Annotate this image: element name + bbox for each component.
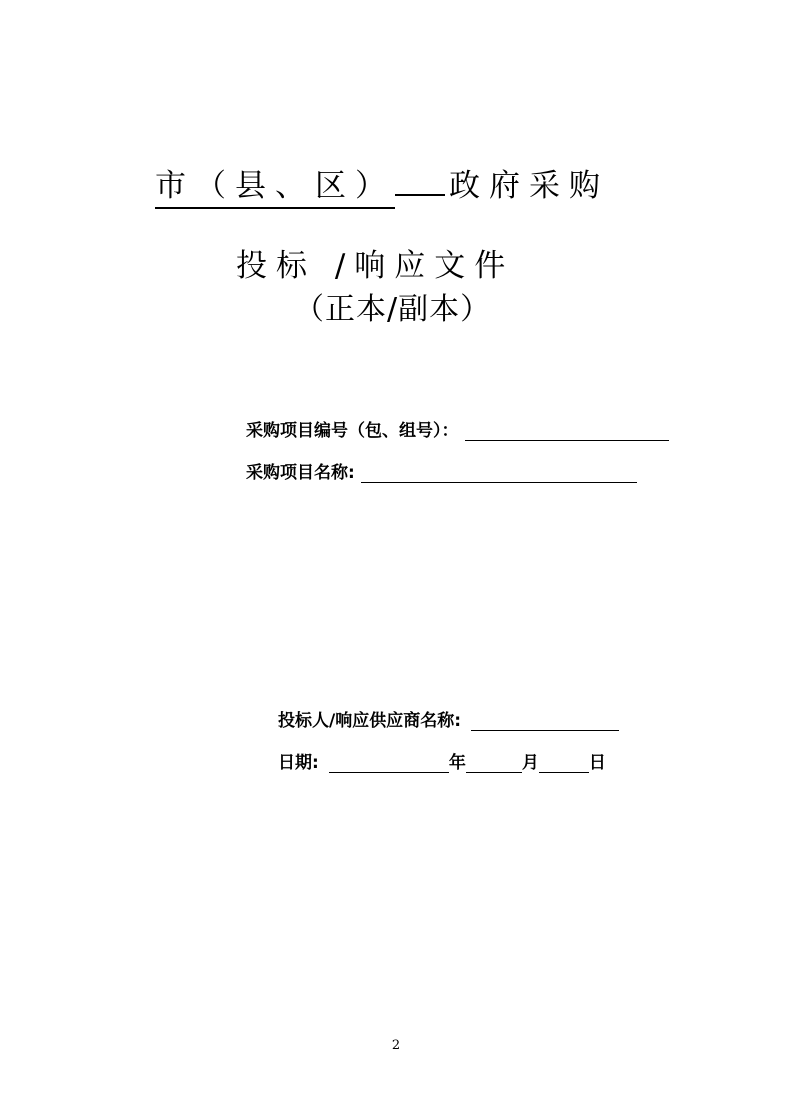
bidder-name-field bbox=[278, 706, 619, 731]
title-region-blank bbox=[395, 158, 445, 196]
bidder-name-blank bbox=[471, 712, 619, 731]
day-blank bbox=[539, 754, 589, 773]
document-title-line-2: 投标 /响应文件 bbox=[236, 248, 515, 284]
year-label: 年 bbox=[448, 753, 466, 773]
project-name-label: 采购项目名称: bbox=[246, 463, 355, 483]
day-label: 日 bbox=[588, 753, 606, 773]
date-field bbox=[278, 748, 606, 773]
project-number-field bbox=[246, 416, 669, 441]
year-blank bbox=[329, 754, 449, 773]
project-name-field bbox=[246, 458, 637, 483]
project-number-blank bbox=[465, 422, 669, 441]
title-region-prefix: 市（县、区） bbox=[155, 160, 395, 209]
date-label: 日期: bbox=[278, 753, 319, 773]
document-title-line-1 bbox=[155, 158, 609, 209]
page-number: 2 bbox=[391, 1038, 401, 1053]
month-label: 月 bbox=[521, 753, 539, 773]
project-name-blank bbox=[361, 464, 637, 483]
project-number-label: 采购项目编号（包、组号）： bbox=[246, 421, 459, 441]
month-blank bbox=[466, 754, 522, 773]
bidder-name-label: 投标人/响应供应商名称: bbox=[278, 711, 462, 731]
document-title-copy-type: （正本/副本） bbox=[294, 292, 492, 327]
title-procurement-suffix: 政府采购 bbox=[449, 168, 609, 204]
